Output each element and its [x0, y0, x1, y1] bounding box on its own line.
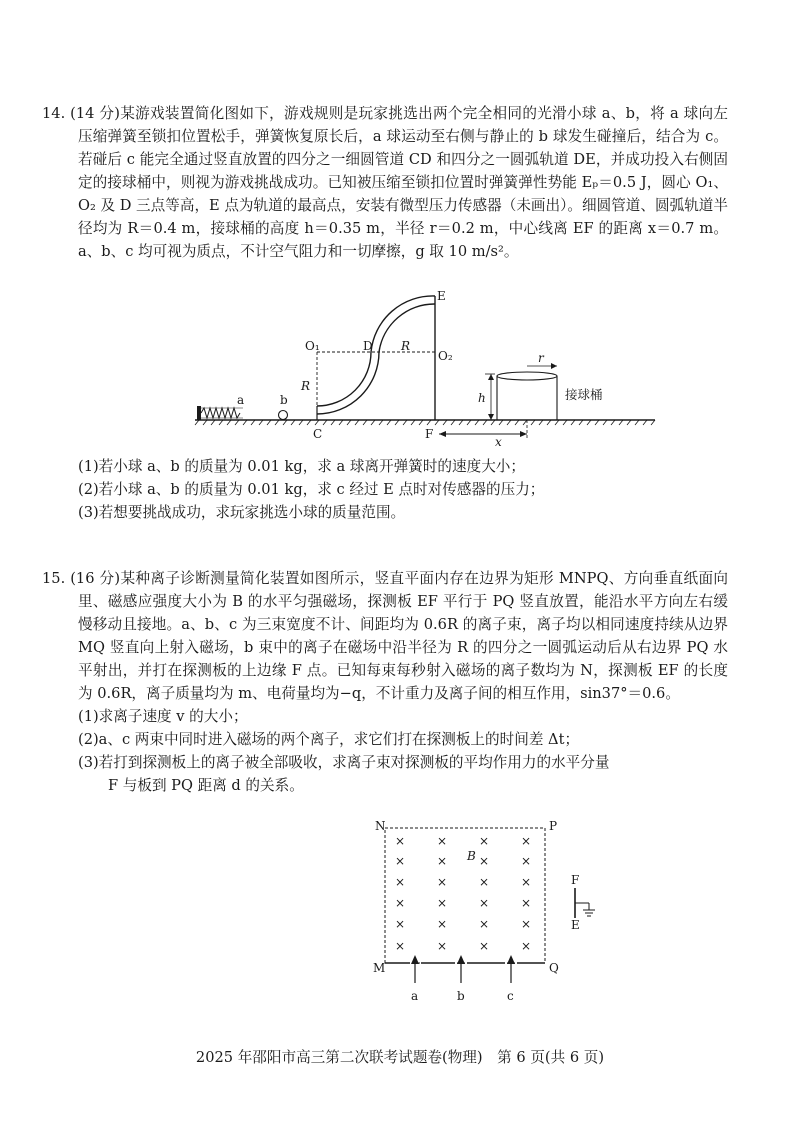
bucket-rim	[497, 372, 557, 380]
cross: ×	[395, 917, 406, 931]
cross: ×	[395, 939, 406, 953]
beam-b-arrowhead	[457, 955, 465, 964]
field-B-label: B	[467, 849, 476, 863]
question-15	[42, 567, 729, 797]
cross: ×	[479, 917, 490, 931]
question-15-figure	[365, 818, 625, 1008]
question-15-sub-2: (2)a、c 两束中同时进入磁场的两个离子，求它们打在探测板上的时间差 Δt；	[78, 731, 580, 748]
cross: ×	[521, 917, 532, 931]
page-footer: 2025 年邵阳市高三第二次联考试题卷(物理) 第 6 页(共 6 页)	[195, 1049, 605, 1066]
distance-x-label: x	[495, 435, 502, 449]
question-15-body: 某种离子诊断测量简化装置如图所示，竖直平面内存在边界为矩形 MNPQ、方向垂直纸面向里、磁感应强度大小为 B 的水平匀强磁场，探测板 EF 平行于 PQ 竖直放置，能沿水平方向左右缓慢移动且接地。a、b、c 为三束宽度不计、间距均为 0.6R 的离子束，离子均以相同速度持续从边界 MQ 竖直向上射入磁场，b 束中的离子在磁场中沿半径为 R 的四分之一圆弧运动后从右边界 PQ 水平射出，并打在探测板的上边缘 F 点。已知每束每秒射入磁场的离子数均为 N，探测板 EF 的长度为 0.6R，离子质量均为 m、电荷量均为−q，不计重力及离子间的相互作用，sin37°＝0.6。	[78, 570, 729, 702]
question-14-number: 14.	[42, 105, 66, 122]
radius-r-label: r	[538, 351, 544, 365]
cross: ×	[437, 834, 448, 848]
corner-N-label: N	[375, 819, 386, 833]
question-14-text	[42, 102, 728, 263]
point-F-label: F	[425, 427, 434, 441]
cross: ×	[521, 854, 532, 868]
point-O1-label: O₁	[305, 339, 320, 353]
question-15-score: (16 分)	[70, 570, 121, 587]
height-h-label: h	[478, 391, 486, 405]
plate-E-label: E	[571, 918, 580, 932]
plate-F-label: F	[571, 873, 580, 887]
point-E-label: E	[437, 289, 446, 303]
radius-R-left-label: R	[301, 379, 311, 393]
question-14-sub-2: (2)若小球 a、b 的质量为 0.01 kg，求 c 经过 E 点时对传感器的压力；	[78, 481, 545, 498]
cross: ×	[521, 939, 532, 953]
tube-inner	[317, 352, 371, 406]
field-crosses	[395, 834, 531, 953]
corner-Q-label: Q	[549, 961, 559, 975]
beam-a-arrowhead	[411, 955, 419, 964]
question-14-sub-3: (3)若想要挑战成功，求玩家挑选小球的质量范围。	[78, 504, 406, 521]
corner-P-label: P	[549, 819, 558, 833]
question-15-sub-3-cont: F 与板到 PQ 距离 d 的关系。	[108, 777, 304, 794]
cross: ×	[437, 854, 448, 868]
ground-hatch	[195, 420, 655, 425]
cross: ×	[437, 917, 448, 931]
cross: ×	[521, 834, 532, 848]
point-D-label: D	[363, 339, 373, 353]
point-C-label: C	[313, 427, 323, 441]
ball-a-label: a	[237, 393, 245, 407]
beam-arrows	[415, 961, 511, 983]
cross: ×	[521, 896, 532, 910]
question-15-text	[42, 567, 728, 705]
question-15-sub-1: (1)求离子速度 v 的大小；	[78, 708, 248, 725]
cross: ×	[479, 834, 490, 848]
cross: ×	[437, 896, 448, 910]
cross: ×	[437, 875, 448, 889]
wall-block	[197, 406, 201, 420]
question-14-subs	[78, 455, 728, 524]
question-14-score: (14 分)	[70, 105, 120, 122]
point-O2-label: O₂	[438, 349, 453, 363]
cross: ×	[395, 834, 406, 848]
beam-c-label: c	[507, 989, 514, 1003]
cross: ×	[479, 854, 490, 868]
question-14	[42, 102, 728, 263]
ball-b	[279, 411, 288, 420]
question-14-sub-1: (1)若小球 a、b 的质量为 0.01 kg，求 a 球离开弹簧时的速度大小；	[78, 458, 525, 475]
question-15-sub-3: (3)若打到探测板上的离子被全部吸收，求离子束对探测板的平均作用力的水平分量	[78, 754, 610, 771]
beam-b-label: b	[457, 989, 465, 1003]
beam-a-label: a	[411, 989, 419, 1003]
question-14-figure	[195, 288, 655, 448]
cross: ×	[521, 875, 532, 889]
cross: ×	[395, 854, 406, 868]
cross: ×	[479, 896, 490, 910]
cross: ×	[395, 896, 406, 910]
radius-R-top-label: R	[401, 339, 411, 353]
spring	[201, 408, 240, 418]
corner-M-label: M	[373, 961, 386, 975]
cross: ×	[479, 939, 490, 953]
question-14-body: 某游戏装置简化图如下，游戏规则是玩家挑选出两个完全相同的光滑小球 a、b，将 a 球向左压缩弹簧至锁扣位置松手，弹簧恢复原长后，a 球运动至右侧与静止的 b 球发生碰撞后，结合为 c。若碰后 c 能完全通过竖直放置的四分之一细圆管道 CD 和四分之一圆弧轨道 DE，并成功投入右侧固定的接球桶中，则视为游戏挑战成功。已知被压缩至锁扣位置时弹簧弹性势能 Eₚ＝0.5 J，圆心 O₁、O₂ 及 D 三点等高，E 点为轨道的最高点，安装有微型压力传感器（未画出）。细圆管道、圆弧轨道半径均为 R＝0.4 m，接球桶的高度 h＝0.35 m，半径 r＝0.2 m，中心线离 EF 的距离 x＝0.7 m。a、b、c 均可视为质点，不计空气阻力和一切摩擦，g 取 10 m/s²。	[78, 105, 728, 260]
cross: ×	[437, 939, 448, 953]
cross: ×	[479, 875, 490, 889]
cross: ×	[395, 875, 406, 889]
beam-c-arrowhead	[507, 955, 515, 964]
ball-b-label: b	[280, 393, 288, 407]
bucket-label: 接球桶	[565, 387, 603, 402]
question-15-number: 15.	[42, 570, 66, 587]
